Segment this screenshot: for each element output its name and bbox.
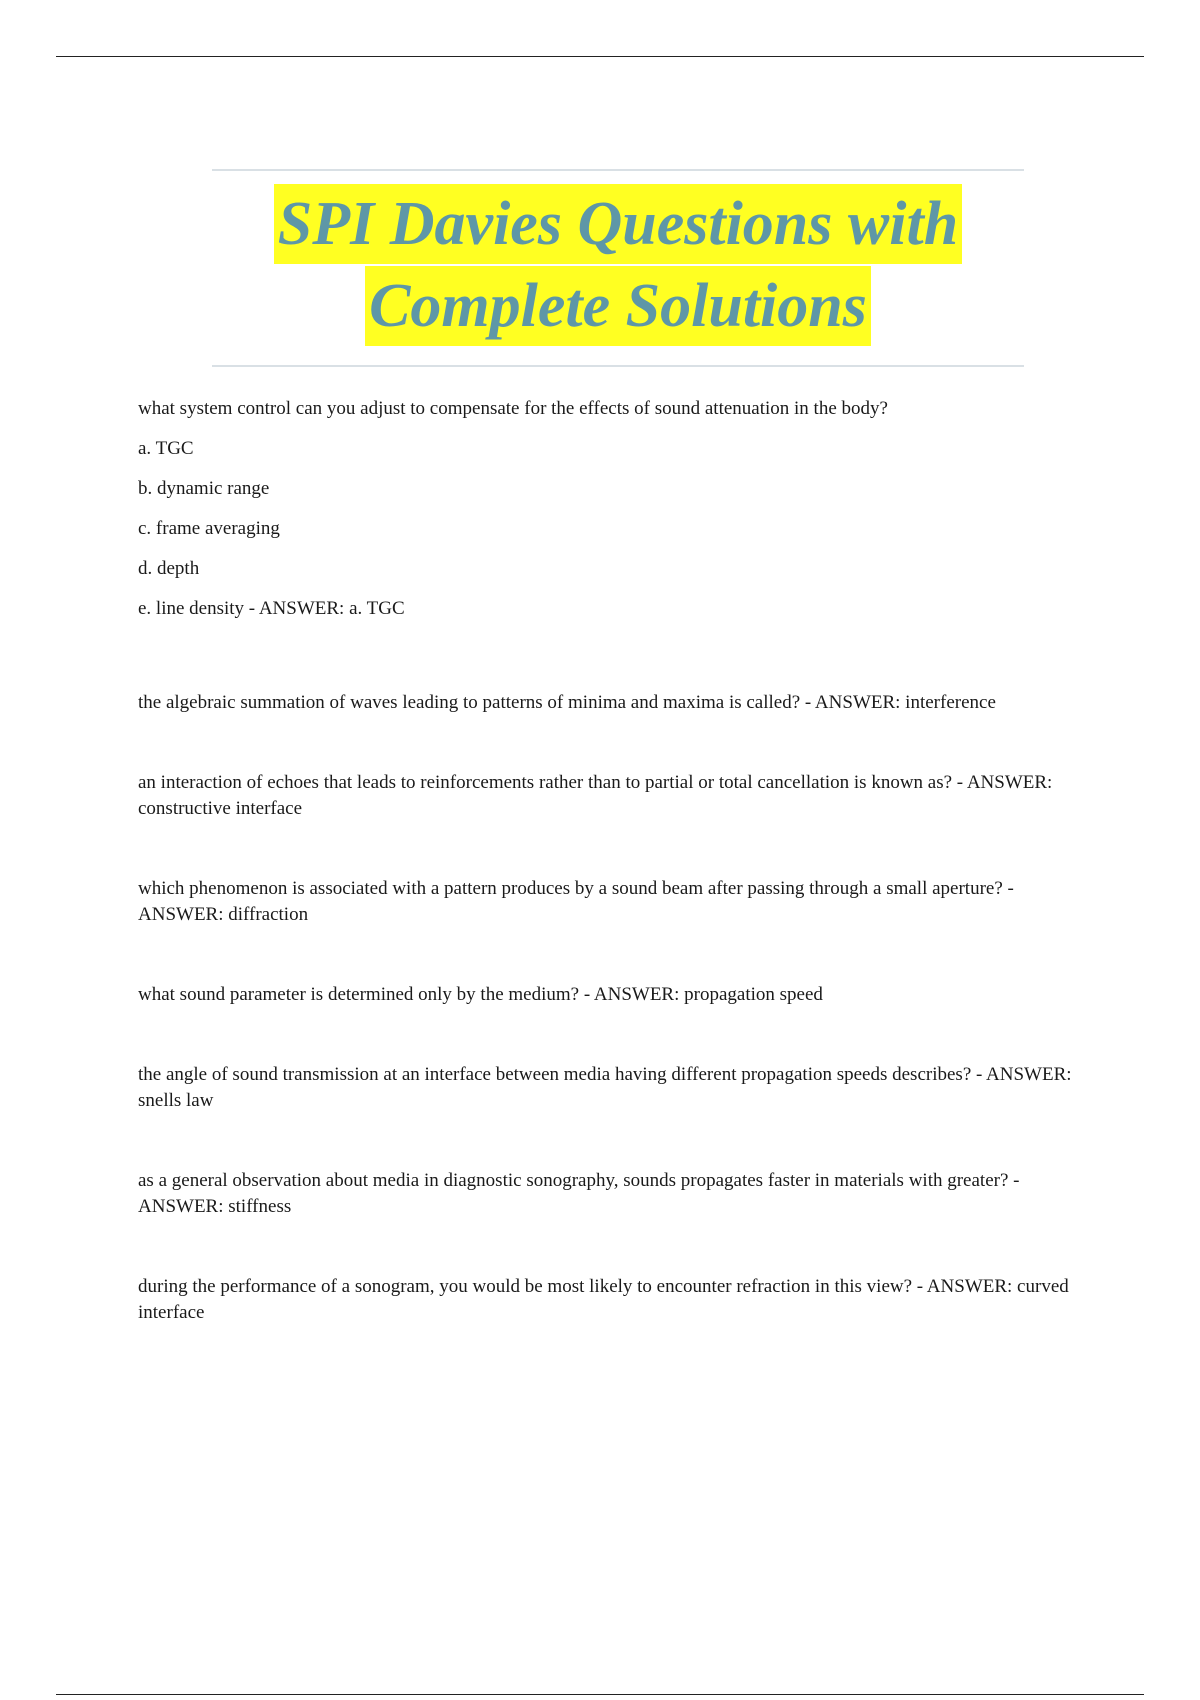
question-1-option-c: c. frame averaging xyxy=(138,518,280,539)
question-3: an interaction of echoes that leads to reinforcements rather than to partial or total cancellation is known as? - ANSWER: constructive interface xyxy=(138,772,1053,819)
document-title xyxy=(120,184,1116,346)
page-top-rule xyxy=(56,56,1144,57)
spacer xyxy=(138,822,1098,876)
page-bottom-rule xyxy=(56,1694,1144,1695)
question-1-option-d: d. depth xyxy=(138,558,200,579)
spacer xyxy=(138,716,1098,770)
title-top-divider xyxy=(212,169,1024,171)
question-1 xyxy=(138,396,1098,622)
question-1-text: what system control can you adjust to compensate for the effects of sound attenuation in the body? xyxy=(138,398,888,419)
question-2: the algebraic summation of waves leading to patterns of minima and maxima is called? - ANSWER: interference xyxy=(138,692,996,713)
document-body xyxy=(138,396,1098,1326)
question-6: the angle of sound transmission at an interface between media having different propagation speeds describes? - ANSWER: snells law xyxy=(138,1064,1072,1111)
question-1-option-a: a. TGC xyxy=(138,438,194,459)
spacer xyxy=(138,1220,1098,1274)
question-4: which phenomenon is associated with a pattern produces by a sound beam after passing through a small aperture? - ANSWER: diffraction xyxy=(138,878,1014,925)
question-1-option-e-answer: e. line density - ANSWER: a. TGC xyxy=(138,598,405,619)
spacer xyxy=(138,636,1098,690)
spacer xyxy=(138,1114,1098,1168)
question-8: during the performance of a sonogram, you would be most likely to encounter refraction in this view? - ANSWER: curved interface xyxy=(138,1276,1069,1323)
question-1-option-b: b. dynamic range xyxy=(138,478,270,499)
spacer xyxy=(138,928,1098,982)
question-5: what sound parameter is determined only by the medium? - ANSWER: propagation speed xyxy=(138,984,823,1005)
spacer xyxy=(138,1008,1098,1062)
question-7: as a general observation about media in diagnostic sonography, sounds propagates faster in materials with greater? - ANSWER: stiffness xyxy=(138,1170,1020,1217)
title-line-2: Complete Solutions xyxy=(365,266,871,346)
title-line-1: SPI Davies Questions with xyxy=(274,184,962,264)
title-bottom-divider xyxy=(212,365,1024,367)
